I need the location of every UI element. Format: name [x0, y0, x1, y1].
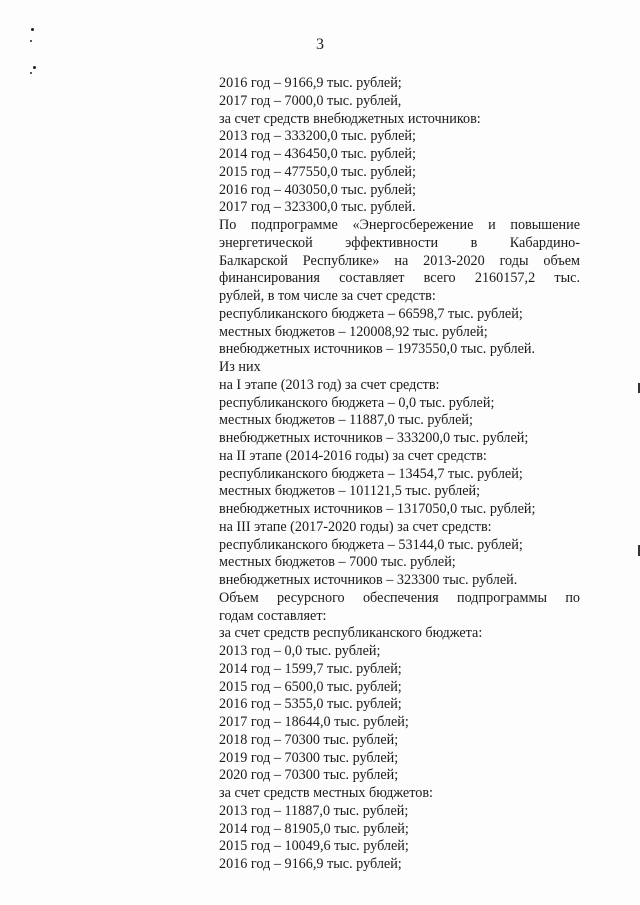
text-line: 2013 год – 333200,0 тыс. рублей;	[219, 128, 416, 145]
text-line: 2013 год – 0,0 тыс. рублей;	[219, 643, 381, 659]
text-line: местных бюджетов – 11887,0 тыс. рублей;	[219, 412, 473, 429]
text-line: Объем ресурсного обеспечения подпрограммы по	[219, 589, 580, 606]
text-line: 2014 год – 436450,0 тыс. рублей;	[219, 146, 416, 162]
text-line: республиканского бюджета – 13454,7 тыс. рублей;	[219, 465, 523, 482]
text-line: 2017 год – 7000,0 тыс. рублей,	[219, 92, 402, 109]
text-line: на I этапе (2013 год) за счет средств:	[219, 376, 440, 393]
text-line: за счет средств республиканского бюджета:	[219, 625, 483, 642]
text-line: 2014 год – 1599,7 тыс. рублей;	[219, 660, 402, 677]
text-line: 2018 год – 70300 тыс. рублей;	[219, 731, 399, 748]
text-line: местных бюджетов – 101121,5 тыс. рублей;	[219, 483, 481, 500]
text-line: 2016 год – 9166,9 тыс. рублей;	[219, 856, 402, 872]
text-line: 2016 год – 9166,9 тыс. рублей;	[219, 75, 402, 91]
text-line: Балкарской Республике» на 2013-2020 годы объем	[219, 252, 580, 269]
text-line: 2015 год – 10049,6 тыс. рублей;	[219, 838, 409, 855]
text-line: республиканского бюджета – 53144,0 тыс. рублей;	[219, 536, 523, 553]
text-line: внебюджетных источников – 1317050,0 тыс. рублей;	[219, 501, 536, 517]
text-line: 2013 год – 11887,0 тыс. рублей;	[219, 802, 409, 819]
text-line: за счет средств внебюджетных источников:	[219, 110, 481, 127]
text-line: на II этапе (2014-2016 годы) за счет средств:	[219, 447, 487, 464]
text-line: внебюджетных источников – 333200,0 тыс. рублей;	[219, 430, 529, 446]
text-line: Из них	[219, 359, 261, 375]
text-line: финансирования составляет всего 2160157,2 тыс.	[219, 270, 580, 287]
text-line: 2017 год – 18644,0 тыс. рублей;	[219, 714, 409, 730]
text-line: 2017 год – 323300,0 тыс. рублей.	[219, 199, 416, 216]
text-line: республиканского бюджета – 66598,7 тыс. рублей;	[219, 305, 523, 322]
text-line: 2016 год – 5355,0 тыс. рублей;	[219, 696, 402, 713]
text-line: годам составляет:	[219, 607, 327, 624]
body-text	[219, 75, 580, 874]
text-line: 2015 год – 6500,0 тыс. рублей;	[219, 678, 402, 695]
text-line: 2014 год – 81905,0 тыс. рублей;	[219, 820, 409, 837]
text-line: 2019 год – 70300 тыс. рублей;	[219, 749, 399, 766]
page-number: 3	[316, 36, 324, 53]
text-line: внебюджетных источников – 323300 тыс. рублей.	[219, 572, 518, 588]
text-line: 2015 год – 477550,0 тыс. рублей;	[219, 163, 416, 180]
scan-speck	[33, 66, 36, 69]
scan-speck	[31, 28, 34, 31]
text-line: 2016 год – 403050,0 тыс. рублей;	[219, 181, 416, 198]
text-line: внебюджетных источников – 1973550,0 тыс. рублей.	[219, 341, 536, 358]
text-line: местных бюджетов – 120008,92 тыс. рублей;	[219, 323, 488, 340]
scan-speck	[30, 72, 32, 74]
text-line: рублей, в том числе за счет средств:	[219, 288, 436, 304]
text-line: местных бюджетов – 7000 тыс. рублей;	[219, 554, 456, 571]
text-line: энергетической эффективности в Кабардино-	[219, 234, 580, 251]
text-line: на III этапе (2017-2020 годы) за счет средств:	[219, 518, 492, 535]
text-line: республиканского бюджета – 0,0 тыс. рублей;	[219, 394, 495, 411]
text-line: По подпрограмме «Энергосбережение и повышение	[219, 217, 580, 233]
text-line: 2020 год – 70300 тыс. рублей;	[219, 767, 399, 784]
text-line: за счет средств местных бюджетов:	[219, 785, 433, 801]
